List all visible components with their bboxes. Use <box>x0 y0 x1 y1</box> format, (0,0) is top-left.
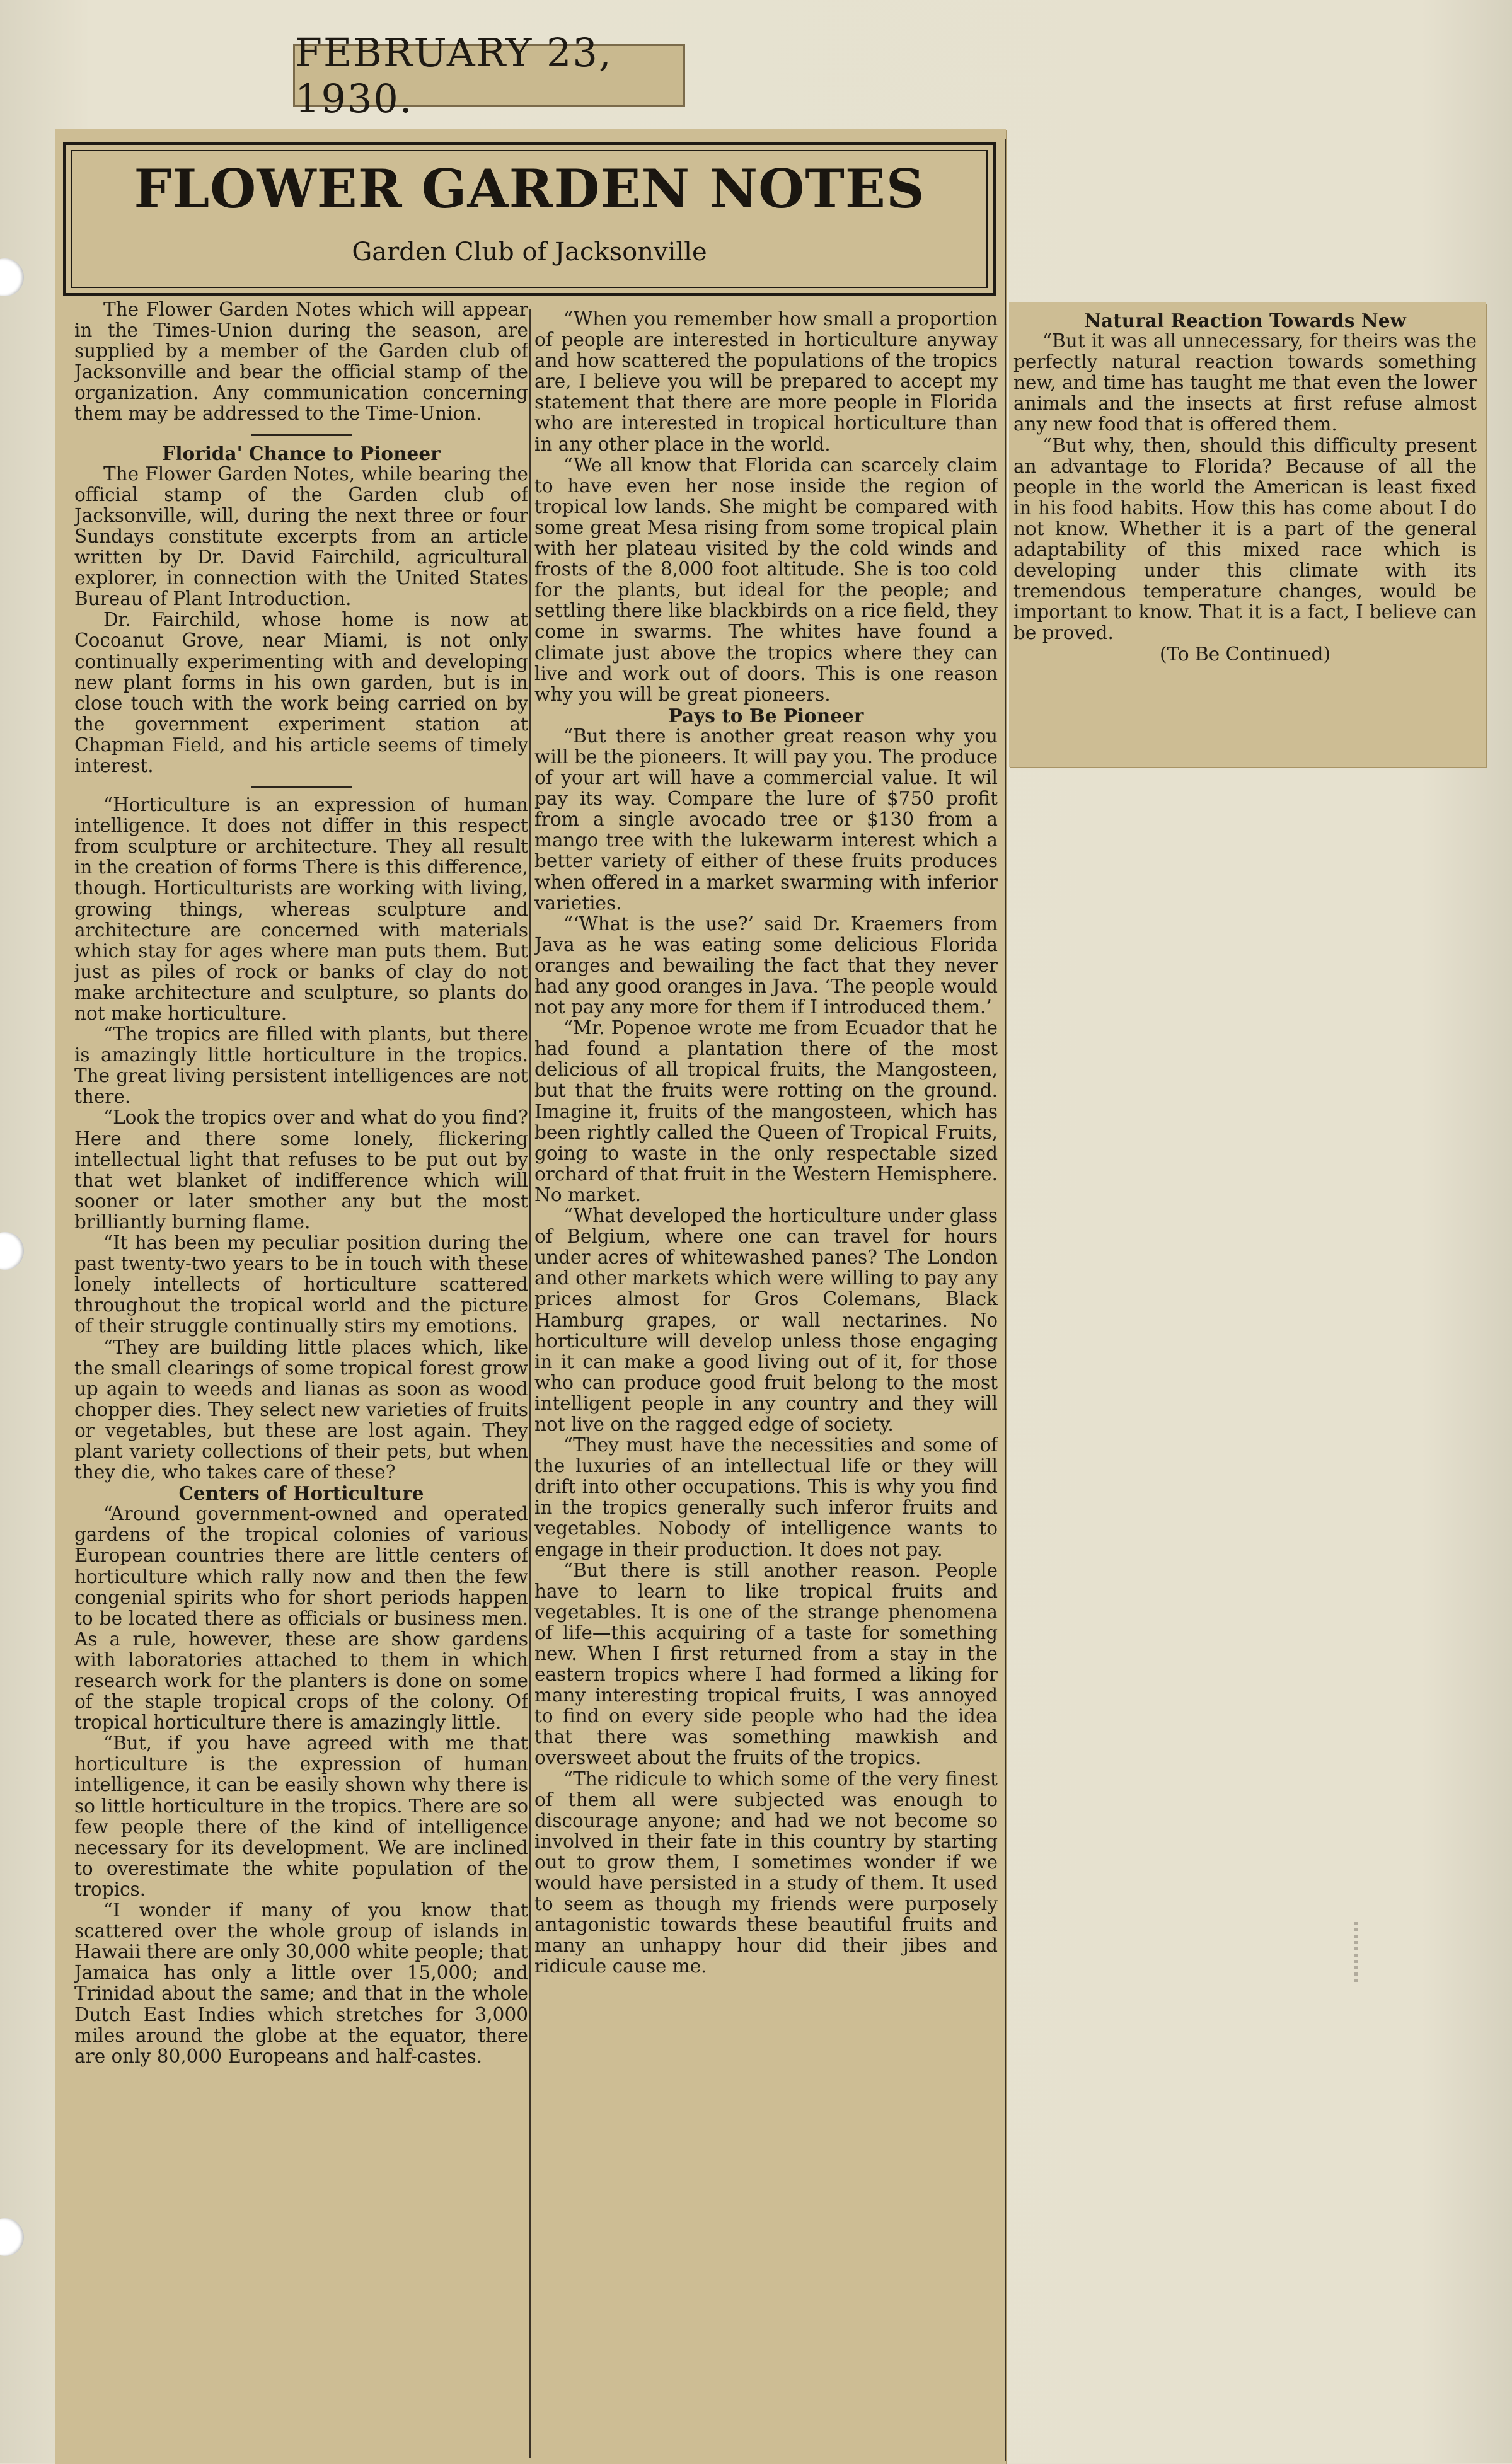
section-heading: Florida' Chance to Pioneer <box>162 442 441 464</box>
article-paragraph: “But there is another great reason why you will be the pioneers. It will pay you. The produce of your art will have a commercial value. It wil pay its way. Compare the lure of $750 profit from a single avocado tree or $130 from a mango tree with the lukewarm interest which a better variety of either of these fruits produces when offered in a market swarming with inferior varieties. <box>534 725 998 914</box>
article-paragraph: “They must have the necessities and some of the luxuries of an intellectual life or they will drift into other occupations. This is why you find in the tropics generally such inferor fruits and vegetables. Nobody of intelligence wants to engage in their production. It does not pay. <box>534 1434 998 1560</box>
article-column-1 <box>74 299 528 2461</box>
article-paragraph: “But there is still another reason. People have to learn to like tropical fruits and vegetables. It is one of the strange phenomena of life—this acquiring of a taste for something new. When I first returned from a stay in the eastern tropics where I had formed a liking for many interesting tropical fruits, I was annoyed to find on every side people who had the idea that there was something mawkish and oversweet about the fruits of the tropics. <box>534 1559 998 1769</box>
pencil-mark <box>1354 1922 1358 1982</box>
section-separator <box>251 434 352 436</box>
subheadline: Garden Club of Jacksonville <box>352 238 707 267</box>
headline-box <box>63 142 996 296</box>
article-paragraph: “It has been my peculiar position during the past twenty-two years to be in touch with these lonely intellects of horticulture scattered throughout the tropical world and the picture of their struggle continually stirs my emotions. <box>74 1232 528 1337</box>
column-rule <box>1005 139 1006 2461</box>
article-paragraph: “The tropics are filled with plants, but there is amazingly little horticulture in the tropics. The great living persistent intelligences are not there. <box>74 1023 528 1108</box>
article-paragraph: “I wonder if many of you know that scattered over the whole group of islands in Hawaii there are only 30,000 white people; that Jamaica has only a little over 15,000; and Trinidad about the same; and that in the whole Dutch East Indies which stretches for 3,000 miles around the globe at the equator, there are only 80,000 Europeans and half-castes. <box>74 1899 528 2067</box>
to-be-continued: (To Be Continued) <box>1159 643 1331 665</box>
article-paragraph: “What developed the horticulture under glass of Belgium, where one can travel for hours under acres of whitewashed panes? The London and other markets which were willing to pay any prices almost for Gros Colemans, Black Hamburg grapes, or wall nectarines. No horticulture will develop unless those engaging in it can make a good living out of it, for those who can produce good fruit belong to the most intelligent people in any country and they will not live on the ragged edge of society. <box>534 1205 998 1435</box>
section-heading: Centers of Horticulture <box>178 1482 424 1505</box>
section-heading: Natural Reaction Towards New <box>1084 310 1406 331</box>
headline: FLOWER GARDEN NOTES <box>134 158 925 220</box>
article-column-3 <box>1013 310 1477 763</box>
section-separator <box>251 786 352 788</box>
date-strip <box>293 30 685 122</box>
article-paragraph: “‘What is the use?’ said Dr. Kraemers from Java as he was eating some delicious Florida oranges and bewailing the fact that they never had any good oranges in Java. ‘The people would not pay any more for them if I introduced them.’ <box>534 912 998 1018</box>
article-paragraph: “But it was all unnecessary, for theirs was the perfectly natural reaction towards something new, and time has taught me that even the lower animals and the insects at first refuse almost any new food that is offered them. <box>1013 330 1477 435</box>
column-rule <box>529 309 531 2458</box>
article-paragraph: “But, if you have agreed with me that horticulture is the expression of human intelligence, it can be easily shown why there is so little horticulture in the tropics. There are so few people there of the kind of intelligence necessary for its development. We are inclined to overestimate the white population of the tropics. <box>74 1732 528 1900</box>
article-paragraph: “Horticulture is an expression of human intelligence. It does not differ in this respect from sculpture or architecture. They all result in the creation of forms There is this difference, though. Horticulturists are working with living, growing things, whereas sculpture and architecture are concerned with materials which stay for ages where man puts them. But just as piles of rock or banks of clay do not make architecture and sculpture, so plants do not make horticulture. <box>74 794 528 1024</box>
section-heading: Pays to Be Pioneer <box>668 704 864 727</box>
article-paragraph: “They are building little places which, like the small clearings of some tropical forest grow up again to weeds and lianas as soon as wood chopper dies. They select new varieties of fruits or vegetables, but these are lost again. They plant variety collections of their pets, but when they die, who takes care of these? <box>74 1336 528 1483</box>
article-paragraph: “But why, then, should this difficulty present an advantage to Florida? Because of all the people in the world the American is least fixed in his food habits. How this has come about I do not know. Whether it is a part of the general adaptability of this mixed race which is developing under this climate with its tremendous temperature changes, would be important to know. That it is a fact, I believe can be proved. <box>1013 434 1477 644</box>
article-paragraph: “Look the tropics over and what do you find? Here and there some lonely, flickering intellectual light that refuses to be put out by that wet blanket of indifference which will sooner or later smother any but the most brilliantly burning flame. <box>74 1107 528 1233</box>
date-text: FEBRUARY 23, 1930. <box>295 30 613 122</box>
article-paragraph: Dr. Fairchild, whose home is now at Cocoanut Grove, near Miami, is not only continually experimenting with and developing new plant forms in his own garden, but is in close touch with the work being carried on by the government experiment station at Chapman Field, and his article seems of timely interest. <box>74 609 528 776</box>
article-paragraph: “The ridicule to which some of the very finest of them all were subjected was enough to discourage anyone; and had we not become so involved in their fate in this country by starting out to grow them, I sometimes wonder if we would have persisted in a study of them. It used to seem as though my friends were purposely antagonistic towards these beautiful fruits and many an unhappy hour did their jibes and ridicule cause me. <box>534 1768 998 1978</box>
article-paragraph: “Mr. Popenoe wrote me from Ecuador that he had found a plantation there of the most delicious of all tropical fruits, the Mangosteen, but that the fruits were rotting on the ground. Imagine it, fruits of the mangosteen, which has been rightly called the Queen of Tropical Fruits, going to waste in the only respectable sized orchard of that fruit in the Western Hemisphere. No market. <box>534 1017 998 1206</box>
article-paragraph: “When you remember how small a proportion of people are interested in horticulture anyway and how scattered the populations of the tropics are, I believe you will be prepared to accept my statement that there are more people in Florida who are interested in tropical horticulture than in any other place in the world. <box>534 309 998 455</box>
article-paragraph: The Flower Garden Notes, while bearing the official stamp of the Garden club of Jacksonville, will, during the next three or four Sundays constitute excerpts from an article written by Dr. David Fairchild, agricultural explorer, in connection with the United States Bureau of Plant Introduction. <box>74 463 528 610</box>
article-paragraph: The Flower Garden Notes which will appear in the Times-Union during the season, are supplied by a member of the Garden club of Jacksonville and bear the official stamp of the organization. Any communication concerning them may be addressed to the Time-Union. <box>74 299 528 425</box>
article-column-2 <box>534 309 998 2461</box>
article-paragraph: “We all know that Florida can scarcely claim to have even her nose inside the region of tropical low lands. She might be compared with some great Mesa rising from some tropical plain with her plateau visited by the cold winds and frosts of the 8,000 foot altitude. She is too cold for the plants, but ideal for the people; and settling there like blackbirds on a rice field, they come in swarms. The whites have found a climate just above the tropics where they can live and work out of doors. This is one reason why you will be great pioneers. <box>534 454 998 705</box>
article-paragraph: “Around government-owned and operated gardens of the tropical colonies of various European countries there are little centers of horticulture which rally now and then the few congenial spirits who for short periods happen to be located there as officials or business men. As a rule, however, these are show gardens with laboratories attached to them in which research work for the planters is done on some of the staple tropical crops of the colony. Of tropical horticulture there is amazingly little. <box>74 1503 528 1734</box>
